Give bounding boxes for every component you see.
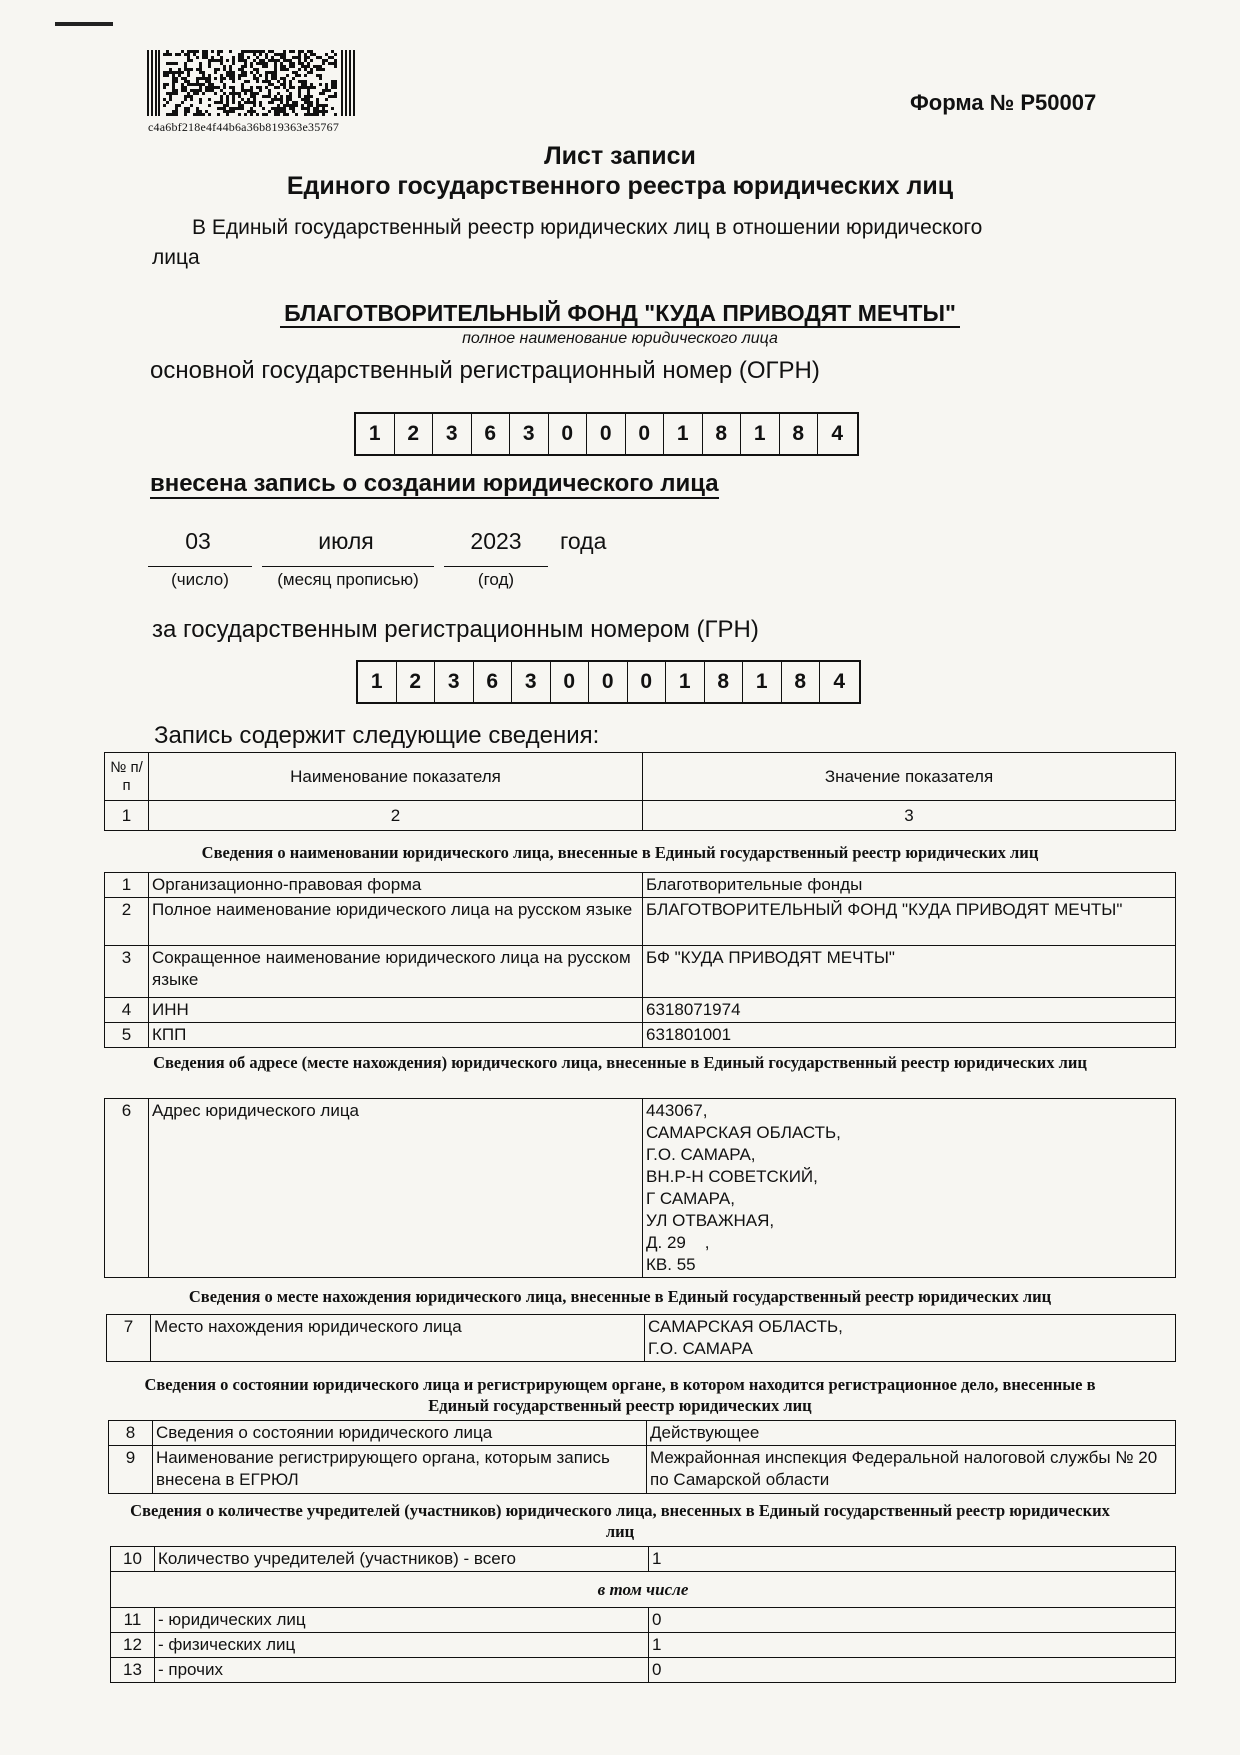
digit-cell: 2 — [397, 662, 436, 702]
grn-digit-boxes — [356, 660, 861, 704]
address-line: УЛ ОТВАЖНАЯ, — [646, 1211, 775, 1230]
digit-cell: 3 — [512, 662, 551, 702]
section-address-info: Сведения об адресе (месте нахождения) юридического лица, внесенные в Единый государственный реестр юридических лиц — [153, 1053, 1087, 1072]
name-info-table — [104, 872, 1176, 1048]
location-table — [106, 1314, 1176, 1362]
digit-cell: 8 — [782, 662, 821, 702]
digit-cell: 0 — [549, 414, 588, 454]
row-name: Место нахождения юридического лица — [151, 1315, 645, 1362]
row-value: Действующее — [647, 1421, 1176, 1446]
form-number: Форма № Р50007 — [910, 90, 1097, 115]
digit-cell: 1 — [664, 414, 703, 454]
table-row — [105, 1023, 1176, 1048]
row-number: 4 — [105, 998, 149, 1023]
including-label: в том числе — [111, 1572, 1176, 1608]
col-name-index: 2 — [149, 801, 643, 831]
row-value: 1 — [649, 1547, 1176, 1572]
row-number: 2 — [105, 898, 149, 946]
table-row — [111, 1547, 1176, 1572]
date-year-caption: (год) — [477, 570, 515, 589]
digit-cell: 3 — [433, 414, 472, 454]
digit-cell: 4 — [833, 670, 846, 693]
table-row — [105, 1099, 1176, 1278]
address-line: 443067, — [646, 1101, 708, 1120]
digit-cell: 1 — [358, 662, 397, 702]
row-name: - прочих — [155, 1658, 649, 1683]
digit-cell: 1 — [743, 662, 782, 702]
barcode-2d-icon — [147, 50, 357, 116]
date-month-caption: (месяц прописью) — [277, 570, 419, 589]
row-number: 12 — [111, 1633, 155, 1658]
col-value-index: 3 — [643, 801, 1176, 831]
date-day: 03 — [185, 528, 211, 554]
row-value — [645, 1315, 1176, 1362]
digit-cell: 0 — [589, 662, 628, 702]
row-value: 6318071974 — [643, 998, 1176, 1023]
address-line: Г САМАРА, — [646, 1189, 735, 1208]
table-row — [111, 1658, 1176, 1683]
section-founders-info: Сведения о количестве учредителей (участников) юридического лица, внесенных в Единый государственный реестр юридических лиц — [130, 1501, 1110, 1541]
row-number: 1 — [105, 873, 149, 898]
state-table — [108, 1420, 1176, 1494]
address-line: ВН.Р-Н СОВЕТСКИЙ, — [646, 1167, 818, 1186]
digit-cell: 1 — [741, 414, 780, 454]
row-number: 3 — [105, 946, 149, 998]
address-line: САМАРСКАЯ ОБЛАСТЬ, — [646, 1123, 841, 1142]
digit-cell: 3 — [435, 662, 474, 702]
section-state-info: Сведения о состоянии юридического лица и регистрирующем органе, в котором находится регистрационное дело, внесенные в Единый государственный реестр юридических лиц — [144, 1375, 1096, 1415]
digit-cell: 1 — [356, 414, 395, 454]
table-row — [111, 1572, 1176, 1608]
row-number: 6 — [105, 1099, 149, 1278]
row-name: - физических лиц — [155, 1633, 649, 1658]
date-year-line — [444, 566, 548, 567]
table-row — [105, 873, 1176, 898]
entity-name-caption: полное наименование юридического лица — [462, 330, 778, 347]
row-name: Количество учредителей (участников) - всего — [155, 1547, 649, 1572]
table-row — [105, 998, 1176, 1023]
row-value — [643, 1099, 1176, 1278]
founders-table — [110, 1546, 1176, 1683]
section-name-info: Сведения о наименовании юридического лица, внесенные в Единый государственный реестр юридических лиц — [201, 843, 1039, 862]
row-number: 9 — [109, 1446, 153, 1494]
date-year: 2023 — [470, 528, 522, 554]
digit-cell: 3 — [510, 414, 549, 454]
grn-label: за государственным регистрационным номером (ГРН) — [152, 616, 759, 643]
digit-cell: 6 — [474, 662, 513, 702]
address-line: КВ. 55 — [646, 1255, 696, 1274]
date-day-caption: (число) — [171, 570, 229, 589]
table-row — [111, 1633, 1176, 1658]
digit-cell: 4 — [831, 422, 844, 445]
row-name: - юридических лиц — [155, 1608, 649, 1633]
intro-text: В Единый государственный реестр юридических лиц в отношении юридического — [192, 216, 983, 239]
table-row — [109, 1446, 1176, 1494]
date-month: июля — [318, 528, 374, 554]
address-line: Д. 29 , — [646, 1233, 710, 1252]
contains-label: Запись содержит следующие сведения: — [154, 722, 600, 749]
address-line: Г.О. САМАРА, — [646, 1145, 756, 1164]
digit-cell: 8 — [780, 414, 819, 454]
digit-cell: 0 — [626, 414, 665, 454]
location-line: САМАРСКАЯ ОБЛАСТЬ, — [648, 1317, 843, 1336]
row-value: 631801001 — [643, 1023, 1176, 1048]
row-number: 8 — [109, 1421, 153, 1446]
year-suffix: года — [560, 528, 607, 554]
record-statement — [150, 470, 719, 498]
row-value: Межрайонная инспекция Федеральной налоговой службы № 20 по Самарской области — [647, 1446, 1176, 1494]
date-day-line — [148, 566, 252, 567]
row-value: 1 — [649, 1633, 1176, 1658]
row-name: ИНН — [149, 998, 643, 1023]
row-number: 10 — [111, 1547, 155, 1572]
col-number-header: № п/п — [105, 753, 149, 801]
row-name: Полное наименование юридического лица на русском языке — [149, 898, 643, 946]
ogrn-label: основной государственный регистрационный номер (ОГРН) — [150, 357, 820, 384]
table-row — [105, 946, 1176, 998]
table-row — [107, 1315, 1176, 1362]
address-table — [104, 1098, 1176, 1278]
ogrn-digit-boxes — [354, 412, 859, 456]
row-number: 7 — [107, 1315, 151, 1362]
location-line: Г.О. САМАРА — [648, 1339, 753, 1358]
entity-full-name-text: БЛАГОТВОРИТЕЛЬНЫЙ ФОНД "КУДА ПРИВОДЯТ МЕЧТЫ" — [280, 300, 960, 328]
registry-title: Единого государственного реестра юридических лиц — [286, 172, 954, 200]
digit-cell: 0 — [587, 414, 626, 454]
sheet-title: Лист записи — [544, 142, 696, 170]
intro-text-cont: лица — [152, 246, 200, 269]
row-number: 13 — [111, 1658, 155, 1683]
row-value: БЛАГОТВОРИТЕЛЬНЫЙ ФОНД "КУДА ПРИВОДЯТ МЕЧТЫ" — [643, 898, 1176, 946]
section-location-info: Сведения о месте нахождения юридического лица, внесенные в Единый государственный реестр юридических лиц — [188, 1287, 1052, 1306]
table-row — [109, 1421, 1176, 1446]
digit-cell: 0 — [628, 662, 667, 702]
row-name: Организационно-правовая форма — [149, 873, 643, 898]
digit-cell: 0 — [551, 662, 590, 702]
row-value: БФ "КУДА ПРИВОДЯТ МЕЧТЫ" — [643, 946, 1176, 998]
row-value: 0 — [649, 1608, 1176, 1633]
corner-mark — [55, 22, 113, 26]
digit-cell: 6 — [472, 414, 511, 454]
col-number-index: 1 — [105, 801, 149, 831]
row-name: Наименование регистрирующего органа, которым запись внесена в ЕГРЮЛ — [153, 1446, 647, 1494]
row-name: КПП — [149, 1023, 643, 1048]
row-value: Благотворительные фонды — [643, 873, 1176, 898]
digit-cell: 8 — [703, 414, 742, 454]
table-row — [105, 898, 1176, 946]
info-table-header — [104, 752, 1176, 831]
record-statement-text: внесена запись о создании юридического лица — [150, 470, 719, 497]
row-value: 0 — [649, 1658, 1176, 1683]
entity-full-name — [0, 300, 1240, 327]
row-name: Сведения о состоянии юридического лица — [153, 1421, 647, 1446]
digit-cell: 1 — [666, 662, 705, 702]
row-number: 5 — [105, 1023, 149, 1048]
table-row — [111, 1608, 1176, 1633]
row-number: 11 — [111, 1608, 155, 1633]
row-name: Адрес юридического лица — [149, 1099, 643, 1278]
col-name-header: Наименование показателя — [149, 753, 643, 801]
col-value-header: Значение показателя — [643, 753, 1176, 801]
barcode-code: c4a6bf218e4f44b6a36b819363e35767 — [148, 120, 340, 134]
digit-cell: 2 — [395, 414, 434, 454]
digit-cell: 8 — [705, 662, 744, 702]
row-name: Сокращенное наименование юридического лица на русском языке — [149, 946, 643, 998]
date-month-line — [262, 566, 434, 567]
